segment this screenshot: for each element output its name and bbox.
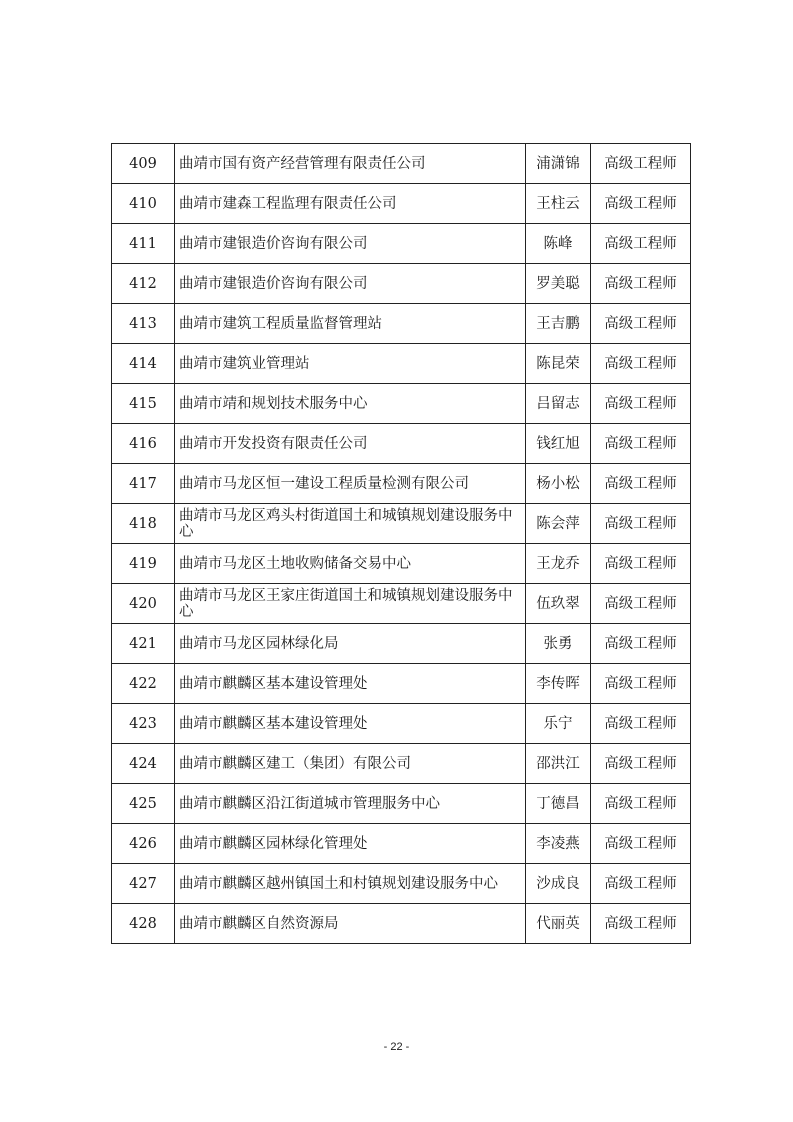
table-row [112,184,691,224]
row-number-cell: 418 [112,504,175,544]
person-name-cell: 张勇 [526,624,591,664]
person-name-cell: 吕留志 [526,384,591,424]
person-name-cell: 乐宁 [526,704,591,744]
table-row [112,704,691,744]
organization-cell: 曲靖市马龙区恒一建设工程质量检测有限公司 [175,464,526,504]
row-number-cell: 425 [112,784,175,824]
row-number-cell: 428 [112,904,175,944]
table-row [112,784,691,824]
row-number-cell: 417 [112,464,175,504]
table-row [112,664,691,704]
organization-cell: 曲靖市麒麟区建工（集团）有限公司 [175,744,526,784]
row-number-cell: 421 [112,624,175,664]
organization-cell: 曲靖市建筑工程质量监督管理站 [175,304,526,344]
job-title-cell: 高级工程师 [591,224,691,264]
table-row [112,504,691,544]
person-name-cell: 陈昆荣 [526,344,591,384]
person-name-cell: 王吉鹏 [526,304,591,344]
table-row [112,904,691,944]
person-name-cell: 李凌燕 [526,824,591,864]
table-row [112,304,691,344]
job-title-cell: 高级工程师 [591,464,691,504]
page-number: - 22 - [383,1041,410,1053]
job-title-cell: 高级工程师 [591,624,691,664]
organization-cell: 曲靖市麒麟区基本建设管理处 [175,664,526,704]
organization-cell: 曲靖市马龙区土地收购储备交易中心 [175,544,526,584]
organization-cell: 曲靖市建银造价咨询有限公司 [175,224,526,264]
job-title-cell: 高级工程师 [591,584,691,624]
person-name-cell: 陈峰 [526,224,591,264]
person-name-cell: 邵洪江 [526,744,591,784]
row-number-cell: 422 [112,664,175,704]
job-title-cell: 高级工程师 [591,664,691,704]
row-number-cell: 415 [112,384,175,424]
organization-cell: 曲靖市靖和规划技术服务中心 [175,384,526,424]
job-title-cell: 高级工程师 [591,424,691,464]
row-number-cell: 412 [112,264,175,304]
person-name-cell: 李传晖 [526,664,591,704]
row-number-cell: 409 [112,144,175,184]
table-row [112,264,691,304]
row-number-cell: 423 [112,704,175,744]
person-name-cell: 代丽英 [526,904,591,944]
person-name-cell: 王柱云 [526,184,591,224]
job-title-cell: 高级工程师 [591,384,691,424]
person-name-cell: 丁德昌 [526,784,591,824]
job-title-cell: 高级工程师 [591,504,691,544]
row-number-cell: 410 [112,184,175,224]
job-title-cell: 高级工程师 [591,824,691,864]
organization-cell: 曲靖市麒麟区自然资源局 [175,904,526,944]
table-row [112,224,691,264]
roster-table [111,143,691,944]
person-name-cell: 钱红旭 [526,424,591,464]
job-title-cell: 高级工程师 [591,544,691,584]
organization-cell: 曲靖市马龙区鸡头村街道国土和城镇规划建设服务中心 [175,504,526,544]
job-title-cell: 高级工程师 [591,264,691,304]
organization-cell: 曲靖市麒麟区越州镇国土和村镇规划建设服务中心 [175,864,526,904]
job-title-cell: 高级工程师 [591,344,691,384]
job-title-cell: 高级工程师 [591,784,691,824]
job-title-cell: 高级工程师 [591,864,691,904]
row-number-cell: 420 [112,584,175,624]
organization-cell: 曲靖市建森工程监理有限责任公司 [175,184,526,224]
table-row [112,864,691,904]
organization-cell: 曲靖市建筑业管理站 [175,344,526,384]
organization-cell: 曲靖市麒麟区沿江街道城市管理服务中心 [175,784,526,824]
organization-cell: 曲靖市麒麟区基本建设管理处 [175,704,526,744]
table-row [112,464,691,504]
job-title-cell: 高级工程师 [591,304,691,344]
person-name-cell: 王龙乔 [526,544,591,584]
job-title-cell: 高级工程师 [591,144,691,184]
table-row [112,144,691,184]
person-name-cell: 罗美聪 [526,264,591,304]
table-row [112,344,691,384]
row-number-cell: 411 [112,224,175,264]
person-name-cell: 沙成良 [526,864,591,904]
row-number-cell: 413 [112,304,175,344]
row-number-cell: 419 [112,544,175,584]
person-name-cell: 伍玖翠 [526,584,591,624]
job-title-cell: 高级工程师 [591,184,691,224]
row-number-cell: 416 [112,424,175,464]
organization-cell: 曲靖市马龙区园林绿化局 [175,624,526,664]
table-row [112,824,691,864]
table-row [112,744,691,784]
table-row [112,624,691,664]
organization-cell: 曲靖市国有资产经营管理有限责任公司 [175,144,526,184]
row-number-cell: 424 [112,744,175,784]
person-name-cell: 杨小松 [526,464,591,504]
row-number-cell: 426 [112,824,175,864]
organization-cell: 曲靖市马龙区王家庄街道国土和城镇规划建设服务中心 [175,584,526,624]
person-name-cell: 陈会萍 [526,504,591,544]
organization-cell: 曲靖市开发投资有限责任公司 [175,424,526,464]
organization-cell: 曲靖市麒麟区园林绿化管理处 [175,824,526,864]
person-name-cell: 浦潇锦 [526,144,591,184]
table-row [112,584,691,624]
row-number-cell: 427 [112,864,175,904]
job-title-cell: 高级工程师 [591,744,691,784]
table-row [112,424,691,464]
job-title-cell: 高级工程师 [591,904,691,944]
table-row [112,384,691,424]
roster-table-body [112,144,691,944]
row-number-cell: 414 [112,344,175,384]
table-row [112,544,691,584]
job-title-cell: 高级工程师 [591,704,691,744]
organization-cell: 曲靖市建银造价咨询有限公司 [175,264,526,304]
